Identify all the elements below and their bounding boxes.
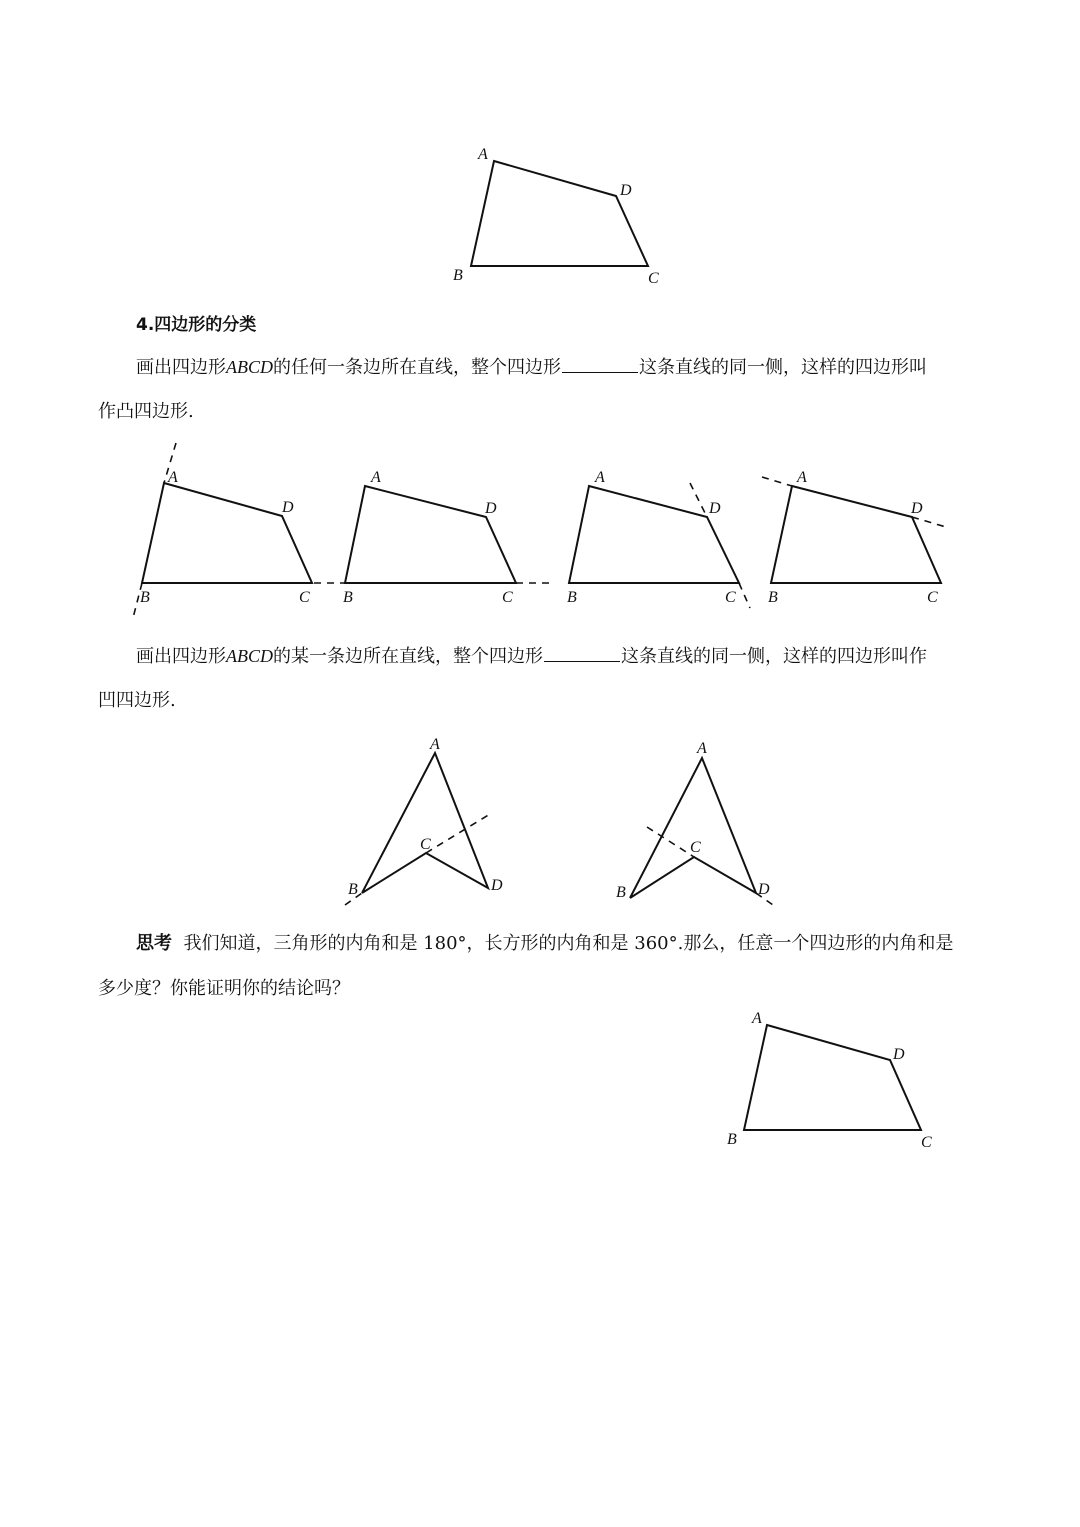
vertex-label-a: A bbox=[595, 469, 605, 486]
vertex-label-c: C bbox=[921, 1134, 932, 1151]
think-question-line1 bbox=[136, 931, 953, 957]
think-label: 思考 bbox=[136, 933, 172, 954]
extension-line-cd bbox=[690, 483, 707, 517]
text-segment: 的任何一条边所在直线，整个四边形 bbox=[273, 357, 561, 378]
vertex-label-a: A bbox=[478, 146, 488, 163]
vertex-label-b: B bbox=[348, 881, 358, 898]
figure-bottom-quadrilateral bbox=[727, 1010, 932, 1151]
think-text: 我们知道，三角形的内角和是 180°，长方形的内角和是 360°.那么，任意一个四边形的内角和是 bbox=[183, 933, 954, 954]
convex-figure-2 bbox=[314, 469, 552, 606]
vertex-label-a: A bbox=[168, 469, 178, 486]
think-question-line2: 多少度？你能证明你的结论吗？ bbox=[98, 978, 350, 999]
vertex-label-a: A bbox=[752, 1010, 762, 1027]
extension-line-ad bbox=[912, 517, 946, 527]
fill-in-blank[interactable] bbox=[544, 643, 620, 662]
quadrilateral-name: ABCD bbox=[226, 646, 273, 666]
vertex-label-b: B bbox=[616, 884, 626, 901]
vertex-label-c: C bbox=[299, 589, 310, 606]
convex-definition-line2: 作凸四边形. bbox=[98, 401, 194, 422]
vertex-label-d: D bbox=[758, 881, 770, 898]
quadrilateral-outline bbox=[744, 1025, 921, 1130]
text-segment: 这条直线的同一侧，这样的四边形叫 bbox=[639, 357, 927, 378]
vertex-label-a: A bbox=[697, 740, 707, 757]
vertex-label-b: B bbox=[768, 589, 778, 606]
vertex-label-a: A bbox=[371, 469, 381, 486]
vertex-label-d: D bbox=[911, 500, 923, 517]
vertex-label-b: B bbox=[567, 589, 577, 606]
text-segment: 画出四边形 bbox=[136, 646, 226, 667]
convex-figure-3 bbox=[567, 469, 750, 608]
convex-definition-line1 bbox=[136, 354, 927, 381]
vertex-label-c: C bbox=[690, 839, 701, 856]
concave-definition-line2: 凹四边形. bbox=[98, 690, 176, 711]
quadrilateral-name: ABCD bbox=[226, 357, 273, 377]
text-segment: 这条直线的同一侧，这样的四边形叫作 bbox=[621, 646, 927, 667]
section-heading: 4.四边形的分类 bbox=[136, 315, 257, 335]
vertex-label-c: C bbox=[927, 589, 938, 606]
vertex-label-d: D bbox=[491, 877, 503, 894]
vertex-label-d: D bbox=[620, 182, 632, 199]
fill-in-blank[interactable] bbox=[562, 354, 638, 373]
vertex-label-c: C bbox=[502, 589, 513, 606]
concave-definition-line1 bbox=[136, 643, 927, 670]
text-segment: 画出四边形 bbox=[136, 357, 226, 378]
convex-figure-1 bbox=[133, 443, 312, 618]
vertex-label-a: A bbox=[430, 736, 440, 753]
concave-figure-2 bbox=[616, 740, 773, 905]
vertex-label-b: B bbox=[343, 589, 353, 606]
vertex-label-d: D bbox=[282, 499, 294, 516]
vertex-label-a: A bbox=[797, 469, 807, 486]
concave-outline bbox=[362, 753, 488, 893]
figure-top-quadrilateral bbox=[453, 146, 659, 287]
extension-line-cd bbox=[739, 583, 750, 608]
quadrilateral-outline bbox=[471, 161, 648, 266]
extension-line-bc bbox=[426, 814, 490, 853]
text-segment: 的某一条边所在直线，整个四边形 bbox=[273, 646, 543, 667]
vertex-label-c: C bbox=[420, 836, 431, 853]
vertex-label-d: D bbox=[485, 500, 497, 517]
vertex-label-c: C bbox=[725, 589, 736, 606]
convex-figure-4 bbox=[762, 469, 946, 606]
concave-figure-1 bbox=[345, 736, 503, 905]
vertex-label-b: B bbox=[453, 267, 463, 284]
vertex-label-d: D bbox=[893, 1046, 905, 1063]
vertex-label-c: C bbox=[648, 270, 659, 287]
extension-line-ad bbox=[762, 477, 792, 486]
vertex-label-d: D bbox=[709, 500, 721, 517]
vertex-label-b: B bbox=[140, 589, 150, 606]
quadrilateral-outline bbox=[142, 483, 312, 583]
vertex-label-b: B bbox=[727, 1131, 737, 1148]
